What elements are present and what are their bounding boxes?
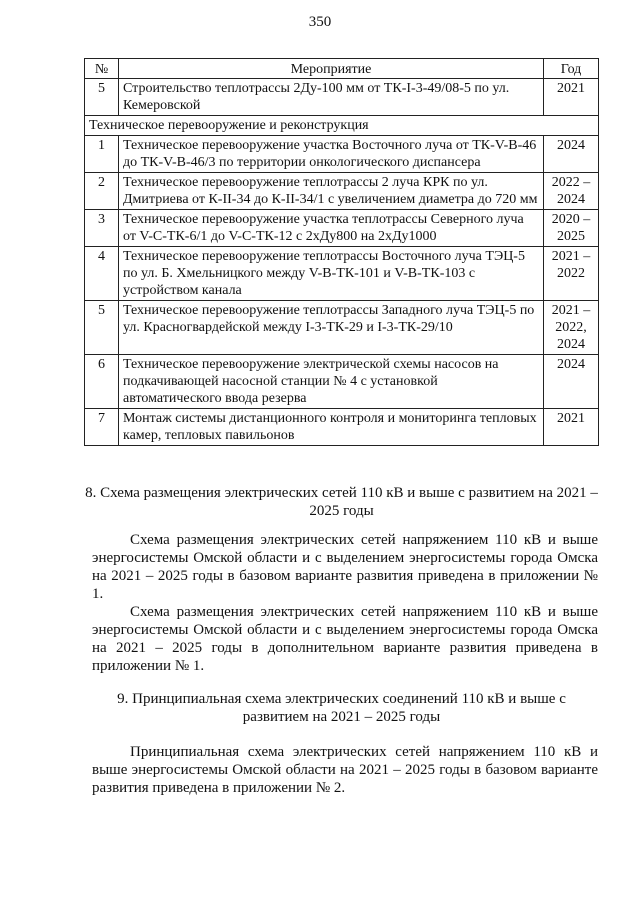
row-measure: Техническое перевооружение теплотрассы Восточного луча ТЭЦ-5 по ул. Б. Хмельницкого между V-В-ТК-101 и V-В-ТК-103 с устройством канала: [119, 247, 544, 301]
row-year: 2021: [544, 409, 599, 446]
row-num: 5: [85, 79, 119, 116]
table-row: [85, 136, 599, 173]
section-8-paragraph: Схема размещения электрических сетей напряжением 110 кВ и выше энергосистемы Омской области и с выделением энергосистемы города Омска на 2021 – 2025 годы в базовом варианте развития приведена в приложении № 1.: [92, 532, 598, 602]
table-row: [85, 301, 599, 355]
section-9-heading: 9. Принципиальная схема электрических соединений 110 кВ и выше с развитием на 2021 – 2025 годы: [117, 691, 566, 725]
row-num: 7: [85, 409, 119, 446]
table-row: [85, 79, 599, 116]
row-num: 2: [85, 173, 119, 210]
row-num: 4: [85, 247, 119, 301]
row-year: 2022 – 2024: [544, 173, 599, 210]
header-measure: Мероприятие: [119, 59, 544, 79]
header-num: №: [85, 59, 119, 79]
row-year: 2021 – 2022, 2024: [544, 301, 599, 355]
row-year: 2021 – 2022: [544, 247, 599, 301]
row-measure: Техническое перевооружение электрической схемы насосов на подкачивающей насосной станции № 4 с установкой автоматического ввода резерва: [119, 355, 544, 409]
row-measure: Техническое перевооружение теплотрассы 2 луча КРК по ул. Дмитриева от К-II-34 до К-II-34/1 с увеличением диаметра до 720 мм: [119, 173, 544, 210]
row-year: 2021: [544, 79, 599, 116]
table-row: [85, 210, 599, 247]
table-row: [85, 355, 599, 409]
table-row: [85, 173, 599, 210]
row-year: 2024: [544, 355, 599, 409]
row-year: 2020 – 2025: [544, 210, 599, 247]
section-title: Техническое перевооружение и реконструкция: [85, 116, 599, 136]
row-measure: Техническое перевооружение теплотрассы Западного луча ТЭЦ-5 по ул. Красногвардейской между I-3-ТК-29 и I-3-ТК-29/10: [119, 301, 544, 355]
page-number: 350: [308, 14, 332, 30]
section-9-paragraph: Принципиальная схема электрических сетей напряжением 110 кВ и выше энергосистемы Омской области на 2021 – 2025 годы в базовом варианте развития приведена в приложении № 2.: [92, 744, 598, 796]
measures-table: [84, 58, 599, 446]
header-year: Год: [544, 59, 599, 79]
row-num: 5: [85, 301, 119, 355]
row-year: 2024: [544, 136, 599, 173]
section-8-heading: 8. Схема размещения электрических сетей 110 кВ и выше с развитием на 2021 – 2025 годы: [85, 485, 598, 519]
row-num: 1: [85, 136, 119, 173]
section-row: [85, 116, 599, 136]
table-row: [85, 247, 599, 301]
row-measure: Монтаж системы дистанционного контроля и мониторинга тепловых камер, тепловых павильонов: [119, 409, 544, 446]
table-row: [85, 409, 599, 446]
section-8-paragraph: Схема размещения электрических сетей напряжением 110 кВ и выше энергосистемы Омской области и с выделением энергосистемы города Омска на 2021 – 2025 годы в дополнительном варианте развития приведена в приложении № 1.: [92, 604, 598, 674]
row-num: 6: [85, 355, 119, 409]
row-measure: Техническое перевооружение участка теплотрассы Северного луча от V-С-ТК-6/1 до V-С-ТК-12 с 2хДу800 на 2хДу1000: [119, 210, 544, 247]
row-num: 3: [85, 210, 119, 247]
table-header-row: [85, 59, 599, 79]
row-measure: Техническое перевооружение участка Восточного луча от ТК-V-В-46 до ТК-V-В-46/3 по территории онкологического диспансера: [119, 136, 544, 173]
row-measure: Строительство теплотрассы 2Ду-100 мм от ТК-I-3-49/08-5 по ул. Кемеровской: [119, 79, 544, 116]
